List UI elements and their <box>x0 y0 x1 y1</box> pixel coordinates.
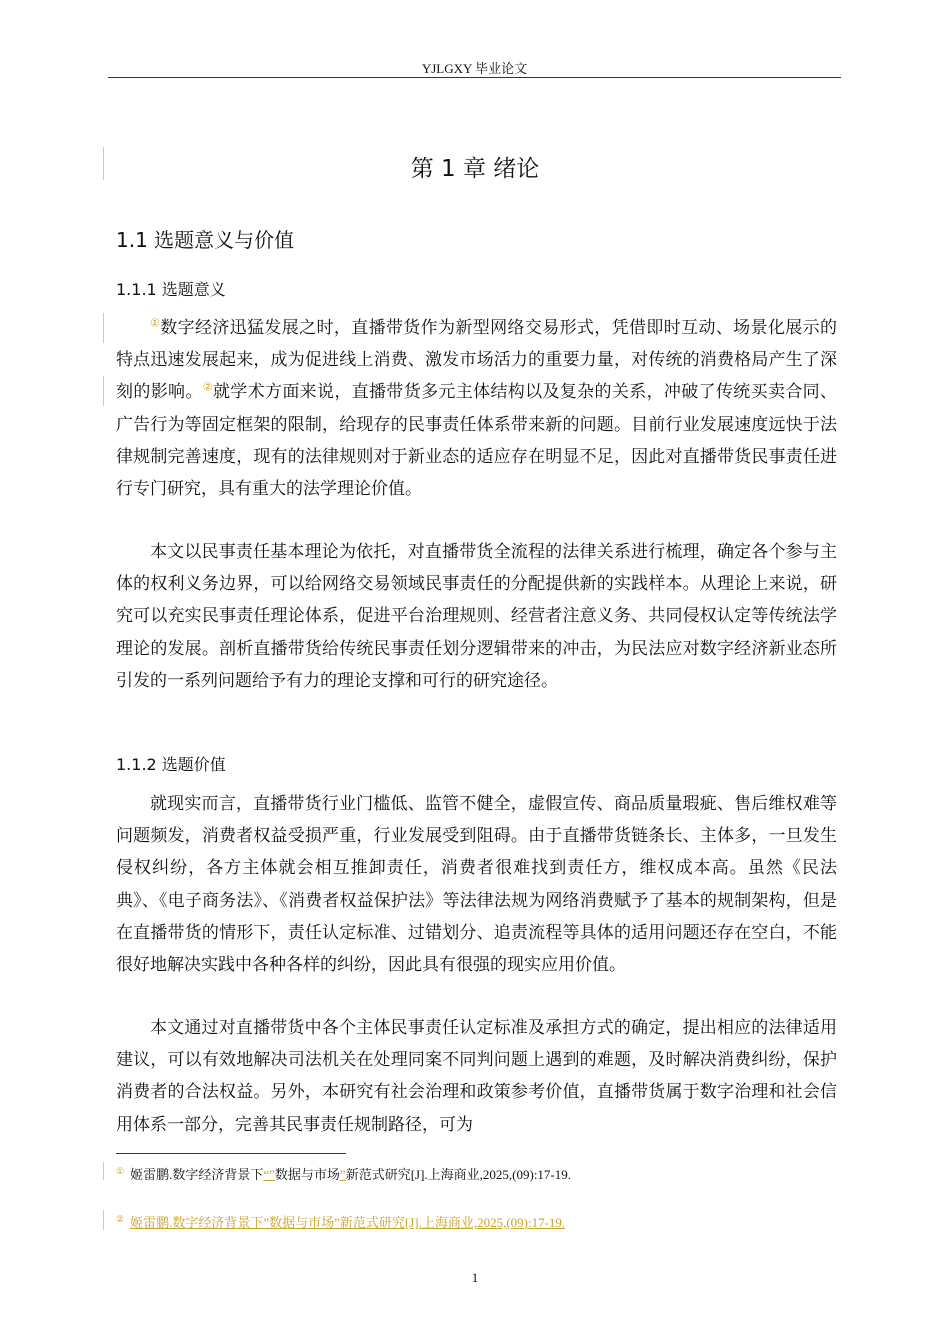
change-bar <box>103 1210 104 1230</box>
paragraph-text: 就学术方面来说，直播带货多元主体结构以及复杂的关系，冲破了传统买卖合同、广告行为等固定框架的限制，给现存的民事责任体系带来新的问题。目前行业发展速度远快于法律规制完善速度，现有的法律规则对于新业态的适应存在明显不足，因此对直播带货民事责任进行专门研究，具有重大的法学理论价值。 <box>116 382 838 500</box>
paragraph: 本文以民事责任基本理论为依托，对直播带货全流程的法律关系进行梳理，确定各个参与主体的权利义务边界，可以给网络交易领域民事责任的分配提供新的实践样本。从理论上来说，研究可以充实民事责任理论体系，促进平台治理规则、经营者注意义务、共同侵权认定等传统法学理论的发展。剖析直播带货给传统民事责任划分逻辑带来的冲击，为民法应对数字经济新业态所引发的一系列问题给予有力的理论支撑和可行的研究途径。 <box>116 542 837 691</box>
chapter-title: 第 1 章 绪论 <box>410 156 540 182</box>
footnote-ref[interactable]: ② <box>202 380 213 394</box>
footnote-number: ② <box>116 1213 125 1224</box>
header-title: YJLGXY 毕业论文 <box>421 61 528 76</box>
tracked-insertion: 姬雷鹏.数字经济背景下”数据与市场”新范式研究[J].上海商业,2025,(09):17-19. <box>130 1215 566 1230</box>
footnote-text: 数据与市场 <box>274 1167 340 1182</box>
change-bar <box>103 1162 104 1180</box>
tracked-insertion: ” <box>339 1167 346 1182</box>
paragraph: 就现实而言，直播带货行业门槛低、监管不健全，虚假宣传、商品质量瑕疵、售后维权难等问题频发，消费者权益受损严重，行业发展受到阻碍。由于直播带货链条长、主体多，一旦发生侵权纠纷，各方主体就会相互推卸责任，消费者很难找到责任方，维权成本高。虽然《民法典》、《电子商务法》、《消费者权益保护法》等法律法规为网络消费赋予了基本的规制架构，但是在直播带货的情形下，责任认定标准、过错划分、追责流程等具体的适用问题还存在空白，不能很好地解决实践中各种各样的纠纷，因此具有很强的现实应用价值。 <box>116 794 837 976</box>
subsection-title: 1.1.1 选题意义 <box>116 280 226 299</box>
footnote-2 <box>116 1212 565 1231</box>
paragraph-text: 数字经济迅猛发展之时，直播带货作为新型网络交易形式，凭借即时互动、场景化展示的特点迅速发展起来，成为促进线上消费、激发市场活力的重要力量，对传统的消费格局产生了深刻的影响。 <box>116 318 837 403</box>
paragraph: 本文通过对直播带货中各个主体民事责任认定标准及承担方式的确定，提出相应的法律适用建议，可以有效地解决司法机关在处理同案不同判问题上遇到的难题，及时解决消费纠纷，保护消费者的合法权益。另外，本研究有社会治理和政策参考价值，直播带货属于数字治理和社会信用体系一部分，完善其民事责任规制路径，可为 <box>116 1018 837 1135</box>
footnote-number: ① <box>116 1165 125 1176</box>
page-number: 1 <box>471 1270 479 1285</box>
footnote-text: 姬雷鹏.数字经济背景下 <box>130 1167 264 1182</box>
footnote-ref[interactable]: ① <box>150 316 161 330</box>
header-rule <box>108 77 841 78</box>
change-bar <box>103 376 104 406</box>
footnote-text: 新范式研究[J].上海商业,2025,(09):17-19. <box>345 1167 572 1182</box>
paragraph <box>116 312 837 505</box>
change-bar <box>103 313 104 343</box>
tracked-insertion: “” <box>263 1167 275 1182</box>
subsection-title: 1.1.2 选题价值 <box>116 755 226 774</box>
section-title: 1.1 选题意义与价值 <box>116 228 295 252</box>
footnote-1 <box>116 1164 571 1183</box>
footnote-separator <box>116 1153 346 1154</box>
